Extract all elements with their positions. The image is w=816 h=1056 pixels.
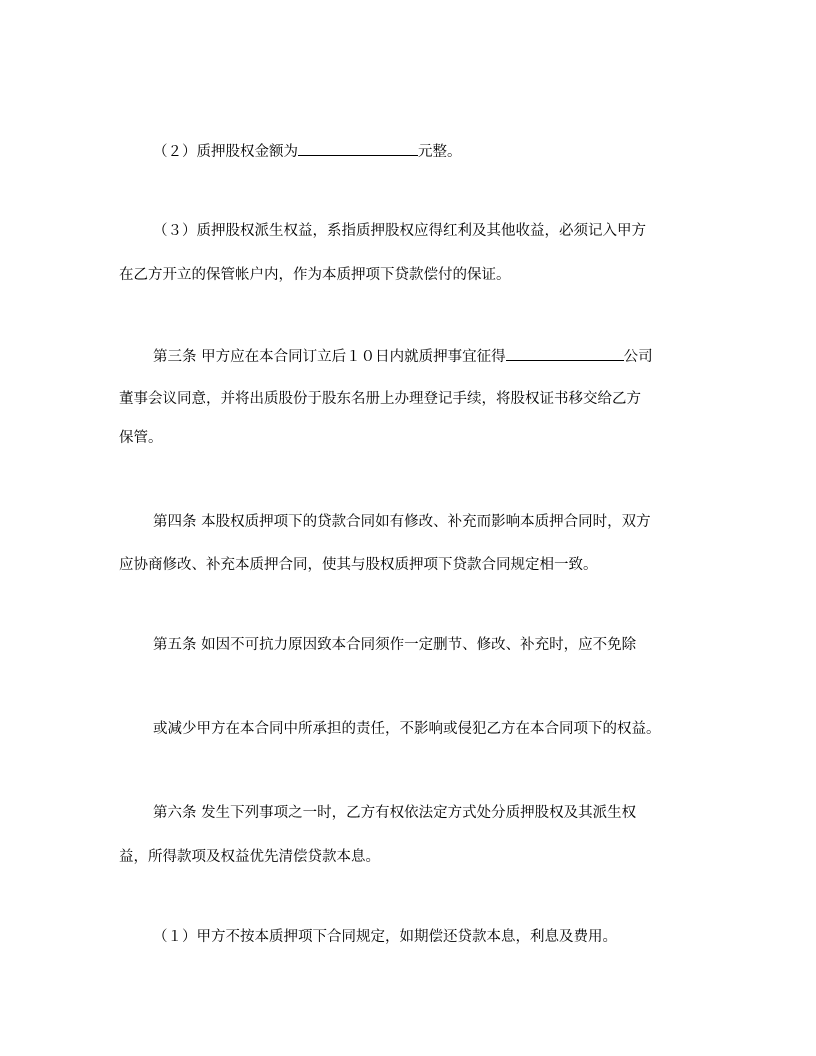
clause-text: 益，所得款项及权益优先清偿贷款本息。 [119,849,380,865]
clause-text: （３）质押股权派生权益，系指质押股权应得红利及其他收益，必须记入甲方 [153,223,646,239]
clause-3-continued [119,265,511,285]
clause-text: 或减少甲方在本合同中所承担的责任，不影响或侵犯乙方在本合同项下的权益。 [153,721,661,737]
clause-text: （２）质押股权金额为 [153,144,298,160]
article-3-continued [119,389,641,409]
company-blank [506,345,624,361]
article-6-continued [119,847,380,867]
article-4 [153,512,651,532]
article-5 [153,635,636,655]
article-5-continued [153,719,661,739]
clause-text: 公司 [623,349,653,365]
clause-text: 第六条 发生下列事项之一时，乙方有权依法定方式处分质押股权及其派生权 [153,805,637,821]
clause-text: 在乙方开立的保管帐户内，作为本质押项下贷款偿付的保证。 [119,267,511,283]
clause-text: 保管。 [119,430,163,446]
clause-2-pledge-amount [153,140,462,160]
article-6-item-1 [153,927,617,947]
clause-text: （１）甲方不按本质押项下合同规定，如期偿还贷款本息，利息及费用。 [153,929,617,945]
clause-text: 第三条 甲方应在本合同订立后１０日内就质押事宜征得 [153,349,506,365]
article-3 [153,345,653,365]
amount-blank [298,140,418,156]
article-3-end [119,428,163,448]
clause-text: 第五条 如因不可抗力原因致本合同须作一定删节、修改、补充时，应不免除 [153,637,637,653]
article-6 [153,803,636,823]
clause-text: 第四条 本股权质押项下的贷款合同如有修改、补充而影响本质押合同时，双方 [153,514,651,530]
clause-text: 应协商修改、补充本质押合同，使其与股权质押项下贷款合同规定相一致。 [119,557,598,573]
clause-3-derived-rights [153,221,646,241]
article-4-continued [119,555,598,575]
clause-text: 董事会议同意，并将出质股份于股东名册上办理登记手续，将股权证书移交给乙方 [119,391,641,407]
clause-text: 元整。 [418,144,462,160]
